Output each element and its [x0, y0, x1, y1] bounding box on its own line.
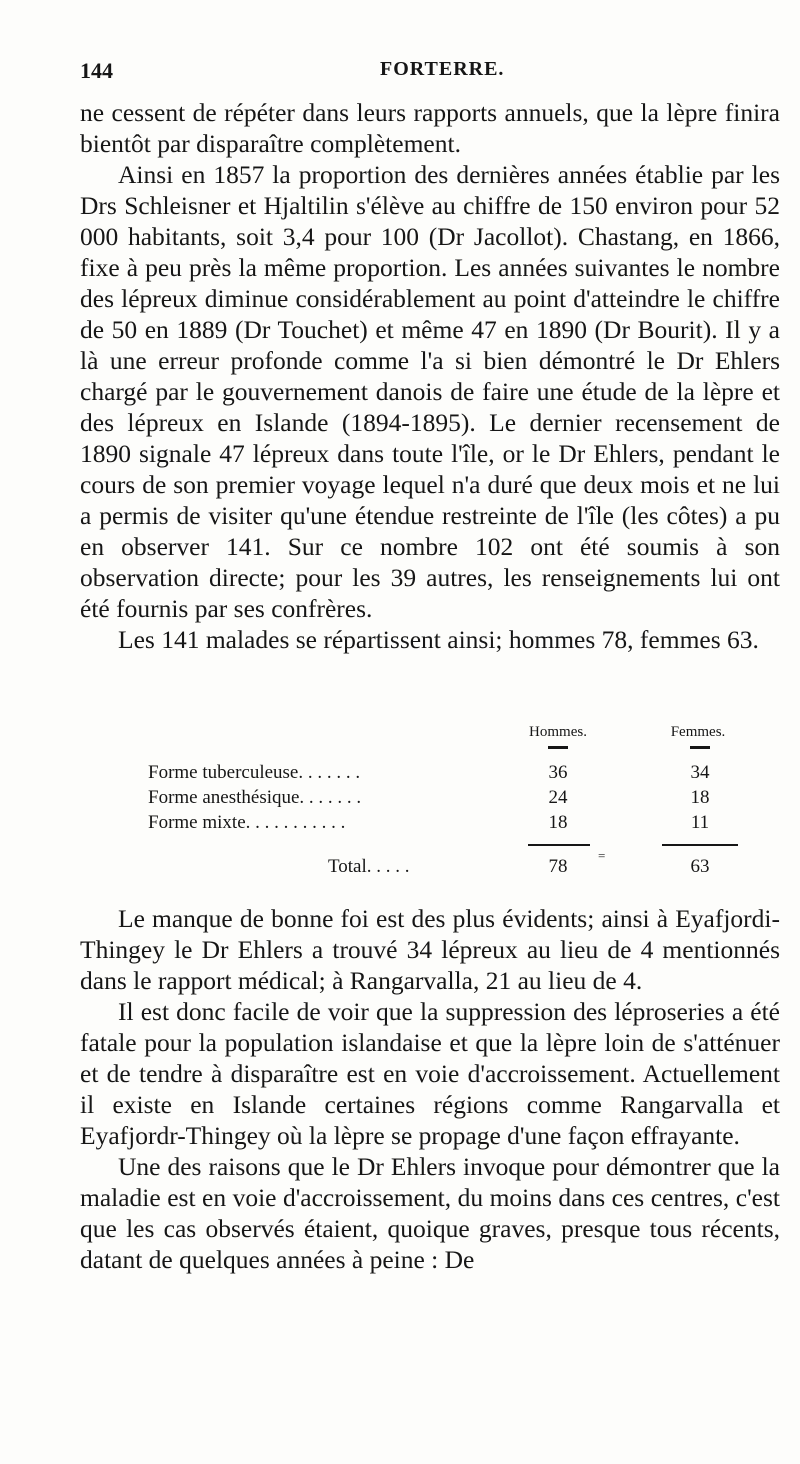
cell-men: 18 [548, 812, 568, 833]
sum-rule-women [662, 844, 738, 846]
cell-men: 24 [548, 787, 568, 808]
total-women: 63 [690, 856, 710, 877]
paragraph: ne cessent de répéter dans leurs rapports annuels, que la lèpre finira bientôt par disparaître complètement. [80, 98, 780, 158]
total-men: 78 [548, 856, 568, 877]
table-row [148, 762, 780, 786]
header-dash [690, 746, 710, 749]
header-dash [548, 746, 568, 749]
running-title: FORTERRE. [380, 58, 505, 80]
sum-rule-men [528, 844, 590, 846]
row-label: Forme tuberculeuse. . . . . . . [148, 762, 361, 783]
body-text-bottom [80, 903, 780, 1275]
cell-women: 18 [690, 787, 710, 808]
paragraph: Le manque de bonne foi est des plus évidents; ainsi à Eyafjordi-Thingey le Dr Ehlers a trouvé 34 lépreux au lieu de 4 mentionnés dans le rapport médical; à Rangarvalla, 21 au lieu de 4. [80, 904, 780, 995]
paragraph: Ainsi en 1857 la proportion des dernières années établie par les Drs Schleisner et Hjaltilin s'élève au chiffre de 150 environ pour 52 000 habitants, soit 3,4 pour 100 (Dr Jacollot). Chastang, en 1866, fixe à peu près la même proportion. Les années suivantes le nombre des lépreux diminue considérablement au point d'atteindre le chiffre de 50 en 1889 (Dr Touchet) et même 47 en 1890 (Dr Bourit). Il y a là une erreur profonde comme l'a si bien démontré le Dr Ehlers chargé par le gouvernement danois de faire une étude de la lèpre et des lépreux en Islande (1894-1895). Le dernier recensement de 1890 signale 47 lépreux dans toute l'île, or le Dr Ehlers, pendant le cours de son premier voyage lequel n'a duré que deux mois et ne lui a permis de visiter qu'une étendue restreinte de l'île (les côtes) a pu en observer 141. Sur ce nombre 102 ont été soumis à son observation directe; pour les 39 autres, les renseignements lui ont été fournis par ses confrères. [80, 160, 780, 623]
row-label: Forme anesthésique. . . . . . . [148, 787, 362, 808]
table-row [148, 812, 780, 836]
cell-women: 34 [690, 762, 710, 783]
equals-mark: = [598, 848, 606, 863]
cell-men: 36 [548, 762, 568, 783]
paragraph: Une des raisons que le Dr Ehlers invoque pour démontrer que la maladie est en voie d'accroissement, du moins dans ces centres, c'est que les cas observés étaient, quoique graves, presque tous récents, datant de quelques années à peine : De [80, 1152, 780, 1274]
row-label: Forme mixte. . . . . . . . . . . [148, 812, 346, 833]
leprosy-cases-table [148, 724, 780, 894]
column-header-women: Femmes. [670, 724, 726, 740]
column-header-men: Hommes. [529, 724, 587, 740]
total-label: Total. . . . . [328, 856, 410, 877]
page-header [80, 58, 780, 92]
paragraph: Les 141 malades se répartissent ainsi; hommes 78, femmes 63. [118, 625, 759, 654]
cell-women: 11 [690, 812, 710, 833]
paragraph: Il est donc facile de voir que la suppression des léproseries a été fatale pour la population islandaise et que la lèpre loin de s'atténuer et de tendre à disparaître est en voie d'accroissement. Actuellement il existe en Islande certaines régions comme Rangarvalla et Eyafjordr-Thingey où la lèpre se propage d'une façon effrayante. [80, 997, 780, 1150]
table-total-row [148, 856, 780, 880]
page-number: 144 [80, 58, 113, 83]
body-text-top [80, 97, 780, 655]
table-row [148, 787, 780, 811]
